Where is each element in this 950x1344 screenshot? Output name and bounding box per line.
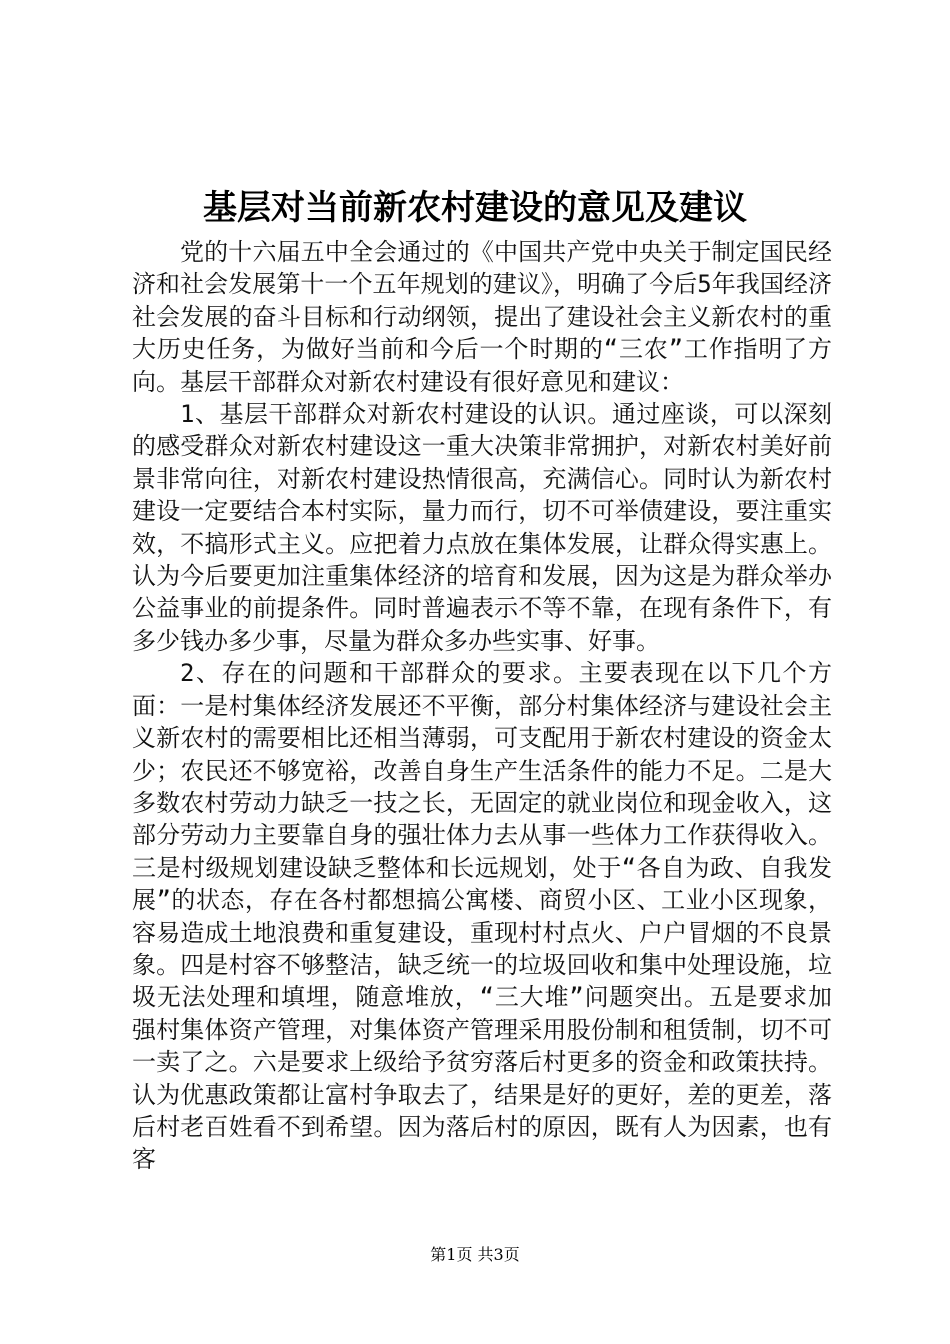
page-footer: 第1页 共3页 <box>430 1245 520 1264</box>
paragraph-section-1: 1、基层干部群众对新农村建设的认识。通过座谈，可以深刻的感受群众对新农村建设这一重大决策非常拥护，对新农村美好前景非常向往，对新农村建设热情很高，充满信心。同时认为新农村建设一定要结合本村实际，量力而行，切不可举债建设，要注重实效，不搞形式主义。应把着力点放在集体发展，让群众得实惠上。认为今后要更加注重集体经济的培育和发展，因为这是为群众举办公益事业的前提条件。同时普遍表示不等不靠，在现有条件下，有多少钱办多少事，尽量为群众多办些实事、好事。 <box>132 400 832 655</box>
paragraph-intro: 党的十六届五中全会通过的《中国共产党中央关于制定国民经济和社会发展第十一个五年规划的建议》，明确了今后5年我国经济社会发展的奋斗目标和行动纲领，提出了建设社会主义新农村的重大历史任务，为做好当前和今后一个时期的“三农”工作指明了方向。基层干部群众对新农村建设有很好意见和建议： <box>132 238 832 396</box>
paragraph-section-2: 2、存在的问题和干部群众的要求。主要表现在以下几个方面：一是村集体经济发展还不平衡，部分村集体经济与建设社会主义新农村的需要相比还相当薄弱，可支配用于新农村建设的资金太少；农民还不够宽裕，改善自身生产生活条件的能力不足。二是大多数农村劳动力缺乏一技之长，无固定的就业岗位和现金收入，这部分劳动力主要靠自身的强壮体力去从事一些体力工作获得收入。三是村级规划建设缺乏整体和长远规划，处于“各自为政、自我发展”的状态，存在各村都想搞公寓楼、商贸小区、工业小区现象，容易造成土地浪费和重复建设，重现村村点火、户户冒烟的不良景象。四是村容不够整洁，缺乏统一的垃圾回收和集中处理设施，垃圾无法处理和填埋，随意堆放，“三大堆”问题突出。五是要求加强村集体资产管理，对集体资产管理采用股份制和租赁制，切不可一卖了之。六是要求上级给予贫穷落后村更多的资金和政策扶持。认为优惠政策都让富村争取去了，结果是好的更好，差的更差，落后村老百姓看不到希望。因为落后村的原因，既有人为因素，也有客 <box>132 659 832 1174</box>
document-title: 基层对当前新农村建设的意见及建议 <box>203 188 747 228</box>
document-body <box>132 236 832 1176</box>
